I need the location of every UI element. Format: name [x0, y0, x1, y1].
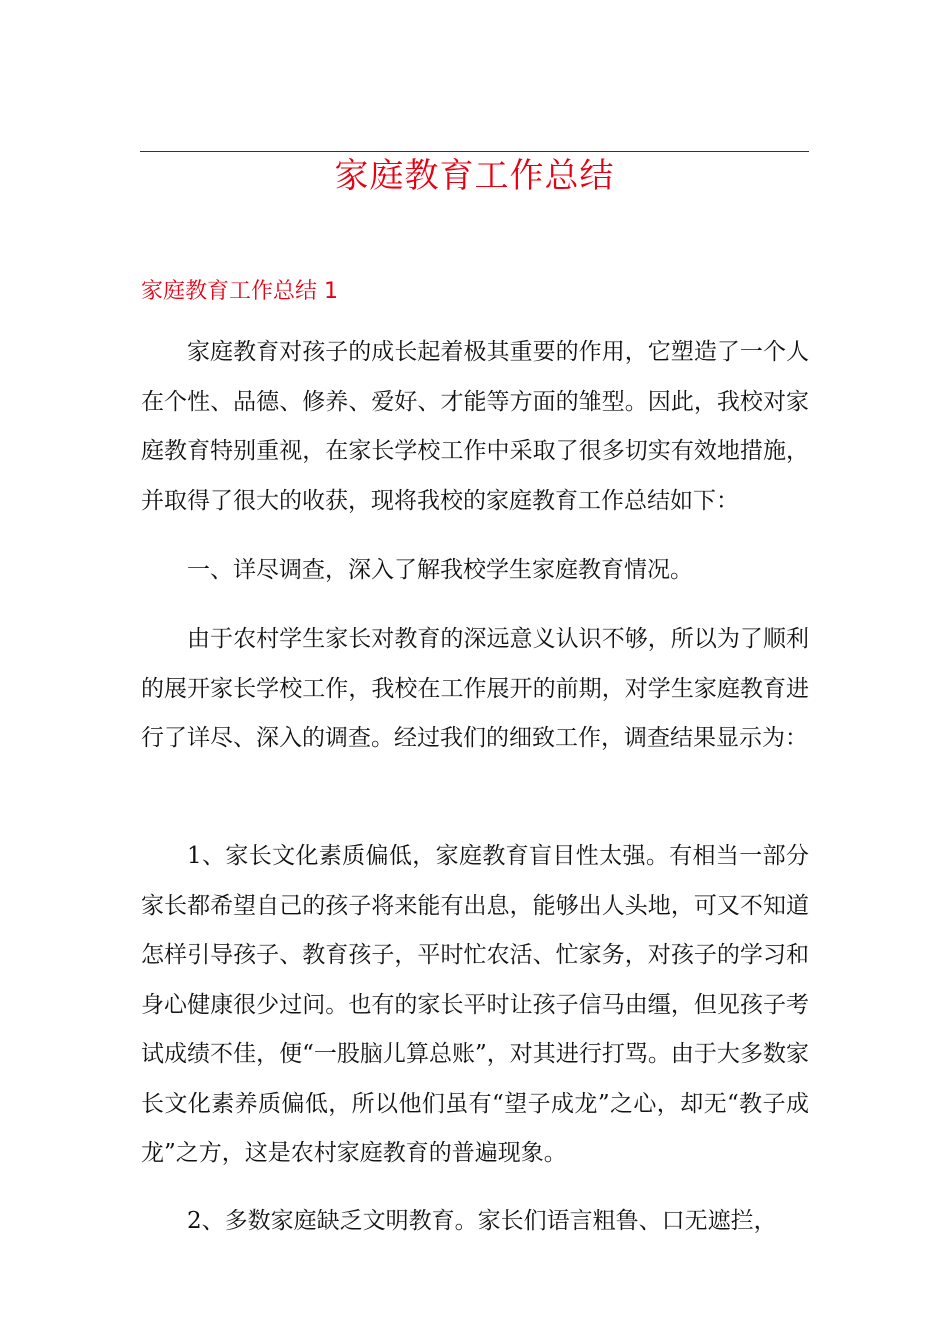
paragraph-finding-1: 1、家长文化素质偏低，家庭教育盲目性太强。有相当一部分家长都希望自己的孩子将来能有出息，能够出人头地，可又不知道怎样引导孩子、教育孩子，平时忙农活、忙家务，对孩子的学习和身心健康很少过问。也有的家长平时让孩子信马由缰，但见孩子考试成绩不佳，便“一股脑儿算总账”，对其进行打骂。由于大多数家长文化素养质偏低，所以他们虽有“望子成龙”之心，却无“教子成龙”之方，这是农村家庭教育的普遍现象。	[141, 843, 809, 1166]
paragraph-finding-2: 2、多数家庭缺乏文明教育。家长们语言粗鲁、口无遮拦，	[187, 1208, 777, 1234]
document-title: 家庭教育工作总结	[334, 156, 615, 196]
section-heading: 家庭教育工作总结 1	[141, 279, 338, 304]
paragraph-survey-heading: 一、详尽调查，深入了解我校学生家庭教育情况。	[187, 557, 693, 583]
paragraph-intro: 家庭教育对孩子的成长起着极其重要的作用，它塑造了一个人在个性、品德、修养、爱好、才能等方面的雏型。因此，我校对家庭教育特别重视，在家长学校工作中采取了很多切实有效地措施，并取得了很大的收获，现将我校的家庭教育工作总结如下：	[141, 339, 809, 514]
paragraph-survey-background: 由于农村学生家长对教育的深远意义认识不够，所以为了顺利的展开家长学校工作，我校在工作展开的前期，对学生家庭教育进行了详尽、深入的调查。经过我们的细致工作，调查结果显示为：	[141, 626, 809, 751]
